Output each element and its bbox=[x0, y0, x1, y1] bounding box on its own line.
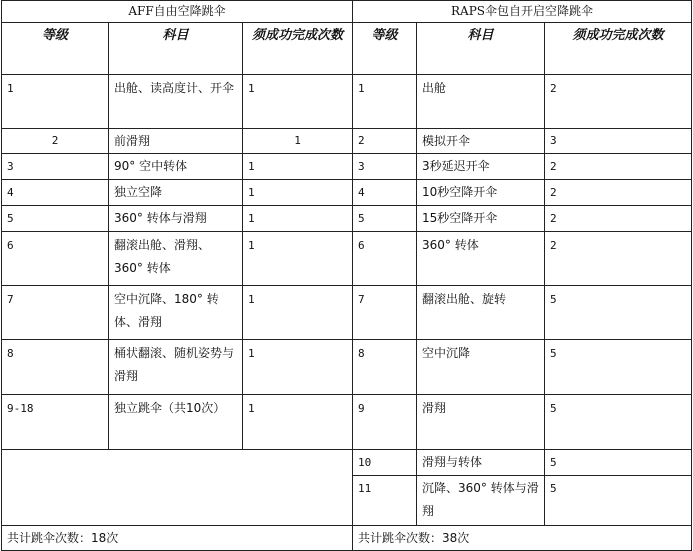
raps-level-header: 等级 bbox=[353, 23, 417, 75]
raps-subject-header: 科目 bbox=[417, 23, 545, 75]
table-row bbox=[2, 395, 692, 450]
aff-subject: 空中沉降、180° 转体、滑翔 bbox=[109, 286, 243, 340]
aff-count: 1 bbox=[243, 180, 353, 206]
aff-count: 1 bbox=[243, 340, 353, 395]
raps-subject: 360° 转体 bbox=[417, 232, 545, 286]
aff-subject: 翻滚出舱、滑翔、360° 转体 bbox=[109, 232, 243, 286]
raps-count: 2 bbox=[545, 206, 692, 232]
table-row bbox=[2, 340, 692, 395]
raps-subject: 沉降、360° 转体与滑翔 bbox=[417, 476, 545, 526]
aff-count: 1 bbox=[243, 154, 353, 180]
aff-count: 1 bbox=[243, 395, 353, 450]
table-row bbox=[2, 450, 692, 476]
aff-subject: 独立跳伞（共10次） bbox=[109, 395, 243, 450]
aff-count: 1 bbox=[243, 129, 353, 154]
aff-level: 5 bbox=[2, 206, 109, 232]
raps-count: 5 bbox=[545, 340, 692, 395]
raps-subject: 出舱 bbox=[417, 75, 545, 129]
aff-count: 1 bbox=[243, 206, 353, 232]
raps-level: 7 bbox=[353, 286, 417, 340]
program-title-row bbox=[2, 1, 692, 23]
raps-level: 11 bbox=[353, 476, 417, 526]
jump-comparison-table bbox=[1, 0, 692, 551]
raps-count: 5 bbox=[545, 476, 692, 526]
aff-total: 共计跳伞次数：18次 bbox=[2, 526, 353, 551]
raps-level: 6 bbox=[353, 232, 417, 286]
raps-level: 3 bbox=[353, 154, 417, 180]
raps-subject: 空中沉降 bbox=[417, 340, 545, 395]
aff-level: 4 bbox=[2, 180, 109, 206]
aff-success-header: 须成功完成次数 bbox=[243, 23, 353, 75]
aff-level: 9-18 bbox=[2, 395, 109, 450]
aff-title: AFF自由空降跳伞 bbox=[2, 1, 353, 23]
raps-count: 5 bbox=[545, 450, 692, 476]
aff-level: 3 bbox=[2, 154, 109, 180]
table-row bbox=[2, 232, 692, 286]
aff-count: 1 bbox=[243, 75, 353, 129]
aff-count: 1 bbox=[243, 286, 353, 340]
raps-level: 1 bbox=[353, 75, 417, 129]
raps-total: 共计跳伞次数：38次 bbox=[353, 526, 692, 551]
aff-subject: 前滑翔 bbox=[109, 129, 243, 154]
aff-subject: 90° 空中转体 bbox=[109, 154, 243, 180]
raps-level: 5 bbox=[353, 206, 417, 232]
aff-level: 1 bbox=[2, 75, 109, 129]
raps-subject: 3秒延迟开伞 bbox=[417, 154, 545, 180]
total-row bbox=[2, 526, 692, 551]
aff-subject: 桶状翻滚、随机姿势与滑翔 bbox=[109, 340, 243, 395]
raps-count: 5 bbox=[545, 395, 692, 450]
raps-subject: 10秒空降开伞 bbox=[417, 180, 545, 206]
raps-count: 2 bbox=[545, 232, 692, 286]
raps-level: 9 bbox=[353, 395, 417, 450]
raps-subject: 滑翔 bbox=[417, 395, 545, 450]
table-row bbox=[2, 286, 692, 340]
raps-level: 8 bbox=[353, 340, 417, 395]
raps-count: 2 bbox=[545, 75, 692, 129]
aff-level: 8 bbox=[2, 340, 109, 395]
aff-subject-header: 科目 bbox=[109, 23, 243, 75]
table-row bbox=[2, 129, 692, 154]
table-row bbox=[2, 154, 692, 180]
raps-success-header: 须成功完成次数 bbox=[545, 23, 692, 75]
aff-level: 2 bbox=[2, 129, 109, 154]
aff-subject: 独立空降 bbox=[109, 180, 243, 206]
raps-subject: 模拟开伞 bbox=[417, 129, 545, 154]
raps-subject: 滑翔与转体 bbox=[417, 450, 545, 476]
raps-level: 4 bbox=[353, 180, 417, 206]
raps-count: 5 bbox=[545, 286, 692, 340]
column-header-row bbox=[2, 23, 692, 75]
raps-count: 2 bbox=[545, 180, 692, 206]
aff-count: 1 bbox=[243, 232, 353, 286]
raps-subject: 15秒空降开伞 bbox=[417, 206, 545, 232]
aff-level: 6 bbox=[2, 232, 109, 286]
aff-subject: 360° 转体与滑翔 bbox=[109, 206, 243, 232]
table-row bbox=[2, 75, 692, 129]
raps-count: 3 bbox=[545, 129, 692, 154]
aff-subject: 出舱、读高度计、开伞 bbox=[109, 75, 243, 129]
table-row bbox=[2, 206, 692, 232]
raps-level: 2 bbox=[353, 129, 417, 154]
aff-level-header: 等级 bbox=[2, 23, 109, 75]
raps-level: 10 bbox=[353, 450, 417, 476]
raps-title: RAPS伞包自开启空降跳伞 bbox=[353, 1, 692, 23]
table-row bbox=[2, 180, 692, 206]
raps-count: 2 bbox=[545, 154, 692, 180]
aff-empty-cell bbox=[2, 450, 353, 526]
aff-level: 7 bbox=[2, 286, 109, 340]
raps-subject: 翻滚出舱、旋转 bbox=[417, 286, 545, 340]
